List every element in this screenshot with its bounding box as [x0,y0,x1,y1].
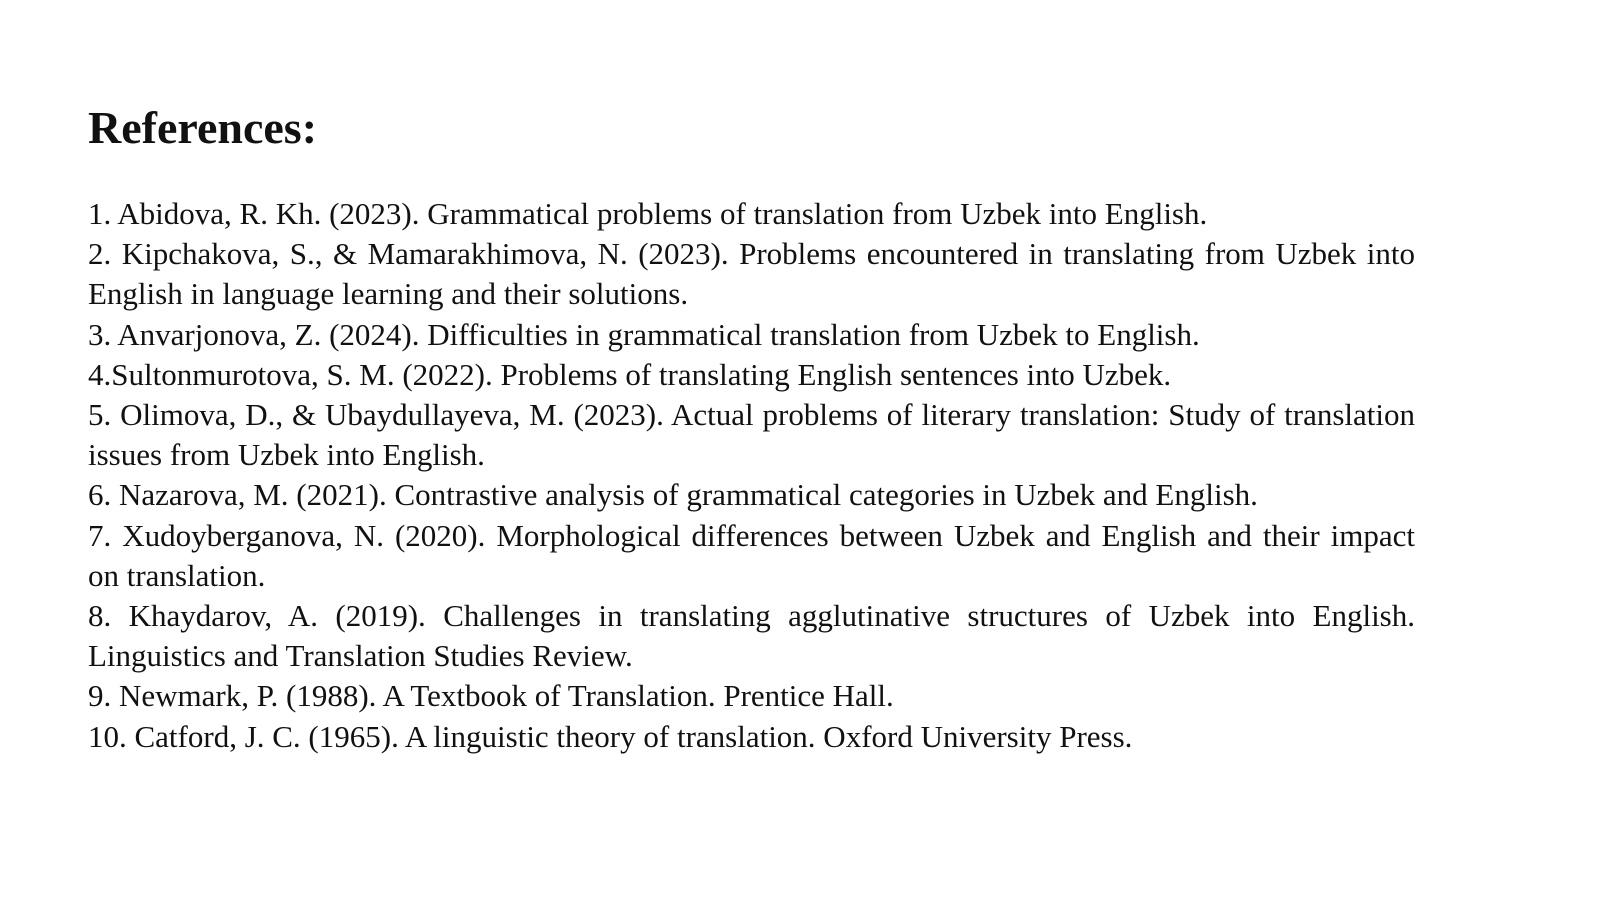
reference-item: 10. Catford, J. C. (1965). A linguistic theory of translation. Oxford University Press. [88,718,1133,754]
reference-item: 7. Xudoyberganova, N. (2020). Morphological differences between Uzbek and English and their impact on translation. [88,517,1415,593]
reference-item: 2. Kipchakova, S., & Mamarakhimova, N. (2023). Problems encountered in translating from Uzbek into English in language learning and their solutions. [88,236,1415,312]
reference-item: 5. Olimova, D., & Ubaydullayeva, M. (2023). Actual problems of literary translation: Study of translation issues from Uzbek into English. [88,397,1415,473]
reference-item: 3. Anvarjonova, Z. (2024). Difficulties in grammatical translation from Uzbek to English. [88,316,1200,352]
reference-item: 4.Sultonmurotova, S. M. (2022). Problems of translating English sentences into Uzbek. [88,356,1172,392]
reference-item: 6. Nazarova, M. (2021). Contrastive analysis of grammatical categories in Uzbek and English. [88,477,1258,513]
reference-item: 8. Khaydarov, A. (2019). Challenges in translating agglutinative structures of Uzbek into English. Linguistics and Translation Studies Review. [88,598,1415,674]
references-list [88,194,1415,757]
reference-item: 1. Abidova, R. Kh. (2023). Grammatical problems of translation from Uzbek into English. [88,196,1208,231]
references-heading: References: [88,102,318,153]
reference-item: 9. Newmark, P. (1988). A Textbook of Translation. Prentice Hall. [88,678,894,714]
